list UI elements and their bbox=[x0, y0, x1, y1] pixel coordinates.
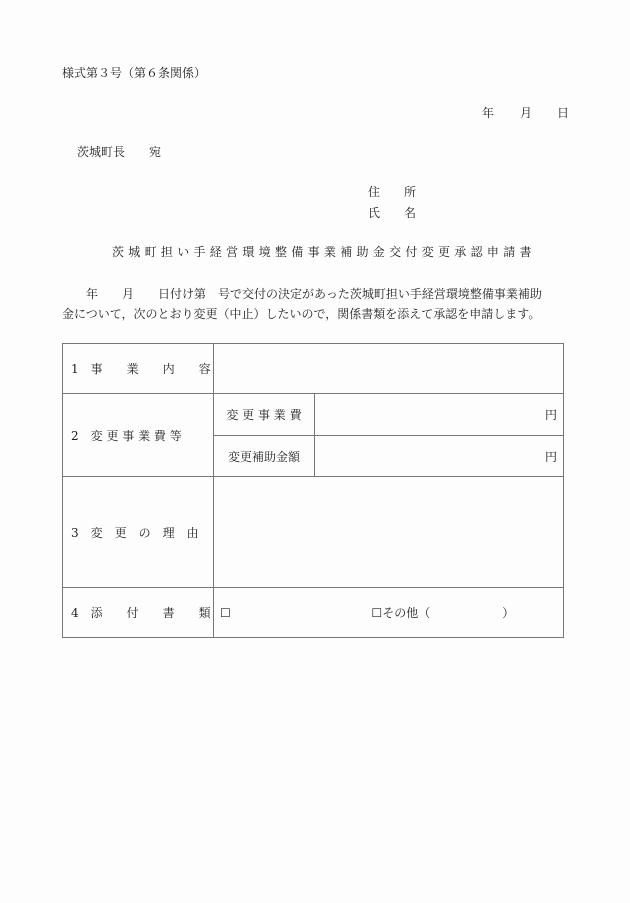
change-reason-label: 3 変 更 の 理 由 bbox=[63, 477, 214, 588]
body-text-line-1: 年 月 日付け第 号で交付の決定があった茨城町担い手経営環境整備事業補助 bbox=[62, 287, 542, 301]
date-year-label: 年 bbox=[482, 106, 495, 120]
changed-cost-group-label: 2 変 更 事 業 費 等 bbox=[63, 394, 214, 477]
body-text-line-2: 金について，次のとおり変更（中止）したいので，関係書類を添えて承認を申請します。 bbox=[62, 307, 541, 321]
attachments-label: 4 添 付 書 類 bbox=[63, 588, 214, 638]
yen-unit: 円 bbox=[544, 408, 557, 422]
name-label: 氏 名 bbox=[368, 206, 417, 220]
attachments-field bbox=[214, 588, 564, 638]
row-changed-cost bbox=[63, 394, 564, 436]
application-table bbox=[62, 343, 564, 638]
changed-subsidy-amount-label: 変更補助金額 bbox=[214, 436, 315, 477]
attachment-checkbox-other[interactable]: ☐ bbox=[371, 606, 383, 620]
date-month-label: 月 bbox=[520, 106, 533, 120]
attachment-checkbox-1[interactable]: ☐ bbox=[220, 606, 231, 620]
address-label: 住 所 bbox=[368, 185, 417, 199]
form-number: 様式第３号（第６条関係） bbox=[62, 66, 207, 80]
document-title: 茨城町担い手経営環境整備事業補助金交付変更承認申請書 bbox=[112, 245, 536, 259]
change-reason-field[interactable] bbox=[214, 477, 564, 588]
attachment-other-text: その他（ ） bbox=[382, 606, 515, 620]
date-day-label: 日 bbox=[557, 106, 570, 120]
project-content-label: 1 事 業 内 容 bbox=[63, 344, 214, 394]
project-content-field[interactable] bbox=[214, 344, 564, 394]
row-change-reason bbox=[63, 477, 564, 588]
changed-project-cost-field[interactable] bbox=[315, 394, 564, 436]
yen-unit: 円 bbox=[544, 449, 557, 464]
changed-subsidy-amount-field[interactable] bbox=[315, 436, 564, 477]
addressee: 茨城町長 宛 bbox=[77, 145, 162, 159]
row-attachments bbox=[63, 588, 564, 638]
changed-project-cost-label: 変 更 事 業 費 bbox=[214, 394, 315, 436]
row-project-content bbox=[63, 344, 564, 394]
